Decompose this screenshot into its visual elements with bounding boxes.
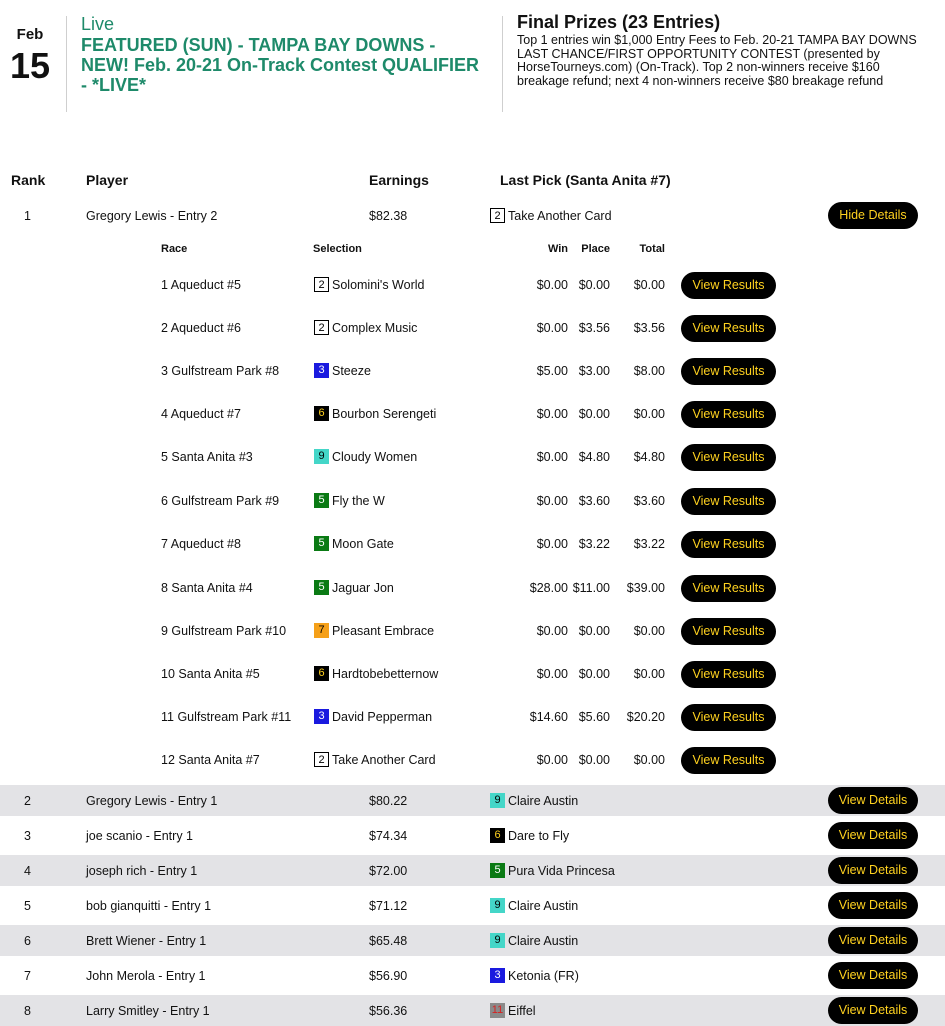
win-amount: $0.00	[536, 667, 568, 681]
details-header-total: Total	[639, 243, 665, 255]
race-name: 7 Aqueduct #8	[161, 537, 241, 551]
earnings-cell: $56.36	[369, 1004, 408, 1018]
post-position-badge: 9	[490, 793, 505, 808]
rank-cell: 6	[24, 934, 31, 948]
place-amount: $0.00	[578, 667, 610, 681]
earnings-cell: $65.48	[369, 934, 408, 948]
total-amount: $20.20	[626, 710, 665, 724]
last-pick-name: Ketonia (FR)	[508, 968, 579, 983]
race-name: 4 Aqueduct #7	[161, 407, 241, 421]
place-amount: $3.60	[578, 494, 610, 508]
last-pick-name: Eiffel	[508, 1003, 536, 1018]
selection-cell	[314, 493, 385, 508]
details-header-race: Race	[161, 243, 188, 255]
place-amount: $4.80	[578, 450, 610, 464]
post-position-badge: 6	[314, 406, 329, 421]
place-amount: $3.56	[578, 321, 610, 335]
rank-cell: 1	[24, 209, 31, 223]
player-name: Larry Smitley - Entry 1	[86, 1004, 210, 1018]
race-pick-row	[0, 271, 945, 299]
selection-name: David Pepperman	[332, 709, 433, 724]
col-header-last-pick: Last Pick (Santa Anita #7)	[500, 172, 671, 188]
last-pick-name: Claire Austin	[508, 933, 579, 948]
place-amount: $3.22	[578, 537, 610, 551]
last-pick-cell	[490, 968, 579, 983]
prizes-description: Top 1 entries win $1,000 Entry Fees to Feb. 20-21 TAMPA BAY DOWNS LAST CHANCE/FIRST OPPORTUNITY CONTEST (presented by HorseTourneys.com) (On-Track). Top 2 non-winners receive $160 breakage refund; next 4 non-winners receive $80 breakage refund	[517, 33, 917, 88]
date-block	[8, 26, 52, 84]
post-position-badge: 5	[490, 863, 505, 878]
total-amount: $0.00	[633, 278, 665, 292]
selection-cell	[314, 449, 417, 464]
total-amount: $3.56	[633, 321, 665, 335]
selection-cell	[314, 709, 432, 724]
total-amount: $3.22	[633, 537, 665, 551]
view-results-button[interactable]: View Results	[681, 704, 776, 731]
race-pick-row	[0, 357, 945, 385]
last-pick-cell	[490, 863, 615, 878]
player-name: Gregory Lewis - Entry 1	[86, 794, 218, 808]
last-pick-cell	[490, 1003, 536, 1018]
win-amount: $0.00	[536, 753, 568, 767]
selection-name: Solomini's World	[332, 277, 425, 292]
selection-cell	[314, 363, 371, 378]
last-pick-name: Pura Vida Princesa	[508, 863, 615, 878]
win-amount: $0.00	[536, 494, 568, 508]
place-amount: $0.00	[578, 753, 610, 767]
selection-name: Hardtobebetternow	[332, 666, 439, 681]
race-name: 10 Santa Anita #5	[161, 667, 260, 681]
last-pick-name: Claire Austin	[508, 898, 579, 913]
race-name: 1 Aqueduct #5	[161, 278, 241, 292]
selection-name: Steeze	[332, 363, 371, 378]
earnings-cell: $80.22	[369, 794, 408, 808]
view-results-button[interactable]: View Results	[681, 401, 776, 428]
race-pick-row	[0, 703, 945, 731]
post-position-badge: 5	[314, 493, 329, 508]
last-pick-cell	[490, 933, 578, 948]
event-info	[81, 14, 481, 95]
view-details-button[interactable]: View Details	[828, 962, 918, 989]
win-amount: $14.60	[529, 710, 568, 724]
last-pick-cell	[490, 793, 578, 808]
race-name: 12 Santa Anita #7	[161, 753, 260, 767]
post-position-badge: 9	[490, 933, 505, 948]
selection-cell	[314, 580, 394, 595]
view-results-button[interactable]: View Results	[681, 315, 776, 342]
rank-cell: 3	[24, 829, 31, 843]
post-position-badge: 2	[314, 320, 329, 335]
view-results-button[interactable]: View Results	[681, 531, 776, 558]
place-amount: $0.00	[578, 407, 610, 421]
post-position-badge: 6	[314, 666, 329, 681]
header-divider	[66, 16, 67, 112]
view-results-button[interactable]: View Results	[681, 661, 776, 688]
race-pick-row	[0, 443, 945, 471]
post-position-badge: 9	[314, 449, 329, 464]
total-amount: $0.00	[633, 407, 665, 421]
details-header-place: Place	[581, 243, 610, 255]
win-amount: $5.00	[536, 364, 568, 378]
selection-name: Bourbon Serengeti	[332, 406, 437, 421]
earnings-cell: $71.12	[369, 899, 408, 913]
prizes-info	[517, 12, 927, 88]
rank-cell: 7	[24, 969, 31, 983]
view-details-button[interactable]: View Details	[828, 787, 918, 814]
selection-name: Jaguar Jon	[332, 580, 394, 595]
place-amount: $0.00	[578, 624, 610, 638]
race-pick-row	[0, 746, 945, 774]
race-pick-row	[0, 530, 945, 558]
player-name: joseph rich - Entry 1	[86, 864, 198, 878]
race-name: 2 Aqueduct #6	[161, 321, 241, 335]
post-position-badge: 6	[490, 828, 505, 843]
date-day: 15	[9, 45, 51, 86]
rank-cell: 5	[24, 899, 31, 913]
selection-name: Take Another Card	[332, 752, 436, 767]
earnings-cell: $82.38	[369, 209, 408, 223]
selection-cell	[314, 623, 434, 638]
race-pick-row	[0, 574, 945, 602]
view-results-button[interactable]: View Results	[681, 444, 776, 471]
post-position-badge: 9	[490, 898, 505, 913]
total-amount: $0.00	[633, 753, 665, 767]
last-pick-cell	[490, 898, 578, 913]
win-amount: $0.00	[536, 450, 568, 464]
post-position-badge: 3	[314, 363, 329, 378]
selection-cell	[314, 406, 436, 421]
selection-name: Complex Music	[332, 320, 418, 335]
selection-name: Pleasant Embrace	[332, 623, 435, 638]
selection-name: Moon Gate	[332, 536, 394, 551]
race-name: 8 Santa Anita #4	[161, 581, 253, 595]
total-amount: $0.00	[633, 624, 665, 638]
total-amount: $0.00	[633, 667, 665, 681]
player-name: Brett Wiener - Entry 1	[86, 934, 207, 948]
view-details-button[interactable]: View Details	[828, 892, 918, 919]
view-results-button[interactable]: View Results	[681, 272, 776, 299]
leaderboard-row	[0, 820, 945, 851]
selection-name: Fly the W	[332, 493, 385, 508]
race-pick-row	[0, 400, 945, 428]
earnings-cell: $56.90	[369, 969, 408, 983]
leaderboard-row	[0, 855, 945, 886]
place-amount: $3.00	[578, 364, 610, 378]
col-header-rank: Rank	[11, 172, 46, 188]
place-amount: $11.00	[572, 581, 610, 595]
view-details-button[interactable]: View Details	[828, 822, 918, 849]
leaderboard-row	[0, 995, 945, 1026]
player-name: bob gianquitti - Entry 1	[86, 899, 212, 913]
leaderboard-row	[0, 785, 945, 816]
view-details-button[interactable]: View Details	[828, 927, 918, 954]
total-amount: $3.60	[633, 494, 665, 508]
win-amount: $0.00	[536, 537, 568, 551]
view-results-button[interactable]: View Results	[681, 358, 776, 385]
prizes-title: Final Prizes (23 Entries)	[517, 12, 721, 32]
race-pick-row	[0, 617, 945, 645]
view-details-button[interactable]: View Details	[828, 997, 918, 1024]
col-header-earnings: Earnings	[369, 172, 429, 188]
post-position-badge: 2	[314, 277, 329, 292]
details-header-win: Win	[547, 243, 568, 255]
total-amount: $8.00	[633, 364, 665, 378]
rank-cell: 4	[24, 864, 31, 878]
last-pick-name: Claire Austin	[508, 793, 579, 808]
race-name: 5 Santa Anita #3	[161, 450, 253, 464]
rank-cell: 8	[24, 1004, 31, 1018]
race-pick-row	[0, 487, 945, 515]
win-amount: $28.00	[529, 581, 568, 595]
view-results-button[interactable]: View Results	[681, 618, 776, 645]
total-amount: $39.00	[626, 581, 665, 595]
post-position-badge: 3	[314, 709, 329, 724]
selection-cell	[314, 752, 436, 767]
selection-cell	[314, 277, 424, 292]
view-results-button[interactable]: View Results	[681, 488, 776, 515]
leaderboard-row	[0, 890, 945, 921]
place-amount: $0.00	[578, 278, 610, 292]
place-amount: $5.60	[578, 710, 610, 724]
race-name: 11 Gulfstream Park #11	[161, 710, 292, 724]
view-results-button[interactable]: View Results	[681, 575, 776, 602]
post-position-badge: 2	[490, 208, 505, 223]
win-amount: $0.00	[536, 278, 568, 292]
last-pick-cell	[490, 828, 569, 843]
earnings-cell: $74.34	[369, 829, 408, 843]
last-pick-cell	[490, 208, 612, 223]
race-pick-row	[0, 660, 945, 688]
last-pick-name: Dare to Fly	[508, 828, 570, 843]
post-position-badge: 3	[490, 968, 505, 983]
leaderboard-row	[0, 925, 945, 956]
player-name: Gregory Lewis - Entry 2	[86, 209, 218, 223]
earnings-cell: $72.00	[369, 864, 408, 878]
leaderboard-row	[0, 200, 945, 232]
win-amount: $0.00	[536, 407, 568, 421]
race-name: 6 Gulfstream Park #9	[161, 494, 280, 508]
view-results-button[interactable]: View Results	[681, 747, 776, 774]
view-details-button[interactable]: View Details	[828, 857, 918, 884]
post-position-badge: 5	[314, 580, 329, 595]
contest-header	[0, 0, 945, 140]
event-title: FEATURED (SUN) - TAMPA BAY DOWNS - NEW! Feb. 20-21 On-Track Contest QUALIFIER - *LIVE*	[81, 35, 480, 95]
post-position-badge: 5	[314, 536, 329, 551]
total-amount: $4.80	[633, 450, 665, 464]
selection-cell	[314, 536, 394, 551]
player-name: joe scanio - Entry 1	[86, 829, 193, 843]
header-divider	[502, 16, 503, 112]
player-name: John Merola - Entry 1	[86, 969, 206, 983]
race-name: 3 Gulfstream Park #8	[161, 364, 280, 378]
win-amount: $0.00	[536, 624, 568, 638]
post-position-badge: 2	[314, 752, 329, 767]
date-month: Feb	[16, 26, 44, 43]
selection-cell	[314, 320, 417, 335]
post-position-badge: 11	[491, 1004, 504, 1016]
race-name: 9 Gulfstream Park #10	[161, 624, 287, 638]
details-header-selection: Selection	[313, 243, 362, 255]
event-status: Live	[81, 14, 115, 34]
last-pick-name: Take Another Card	[508, 208, 612, 223]
rank-cell: 2	[24, 794, 31, 808]
selection-cell	[314, 666, 438, 681]
selection-name: Cloudy Women	[332, 449, 418, 464]
win-amount: $0.00	[536, 321, 568, 335]
leaderboard-row	[0, 960, 945, 991]
post-position-badge: 7	[314, 623, 329, 638]
col-header-player: Player	[86, 172, 129, 188]
race-pick-row	[0, 314, 945, 342]
hide-details-button[interactable]: Hide Details	[828, 202, 918, 229]
